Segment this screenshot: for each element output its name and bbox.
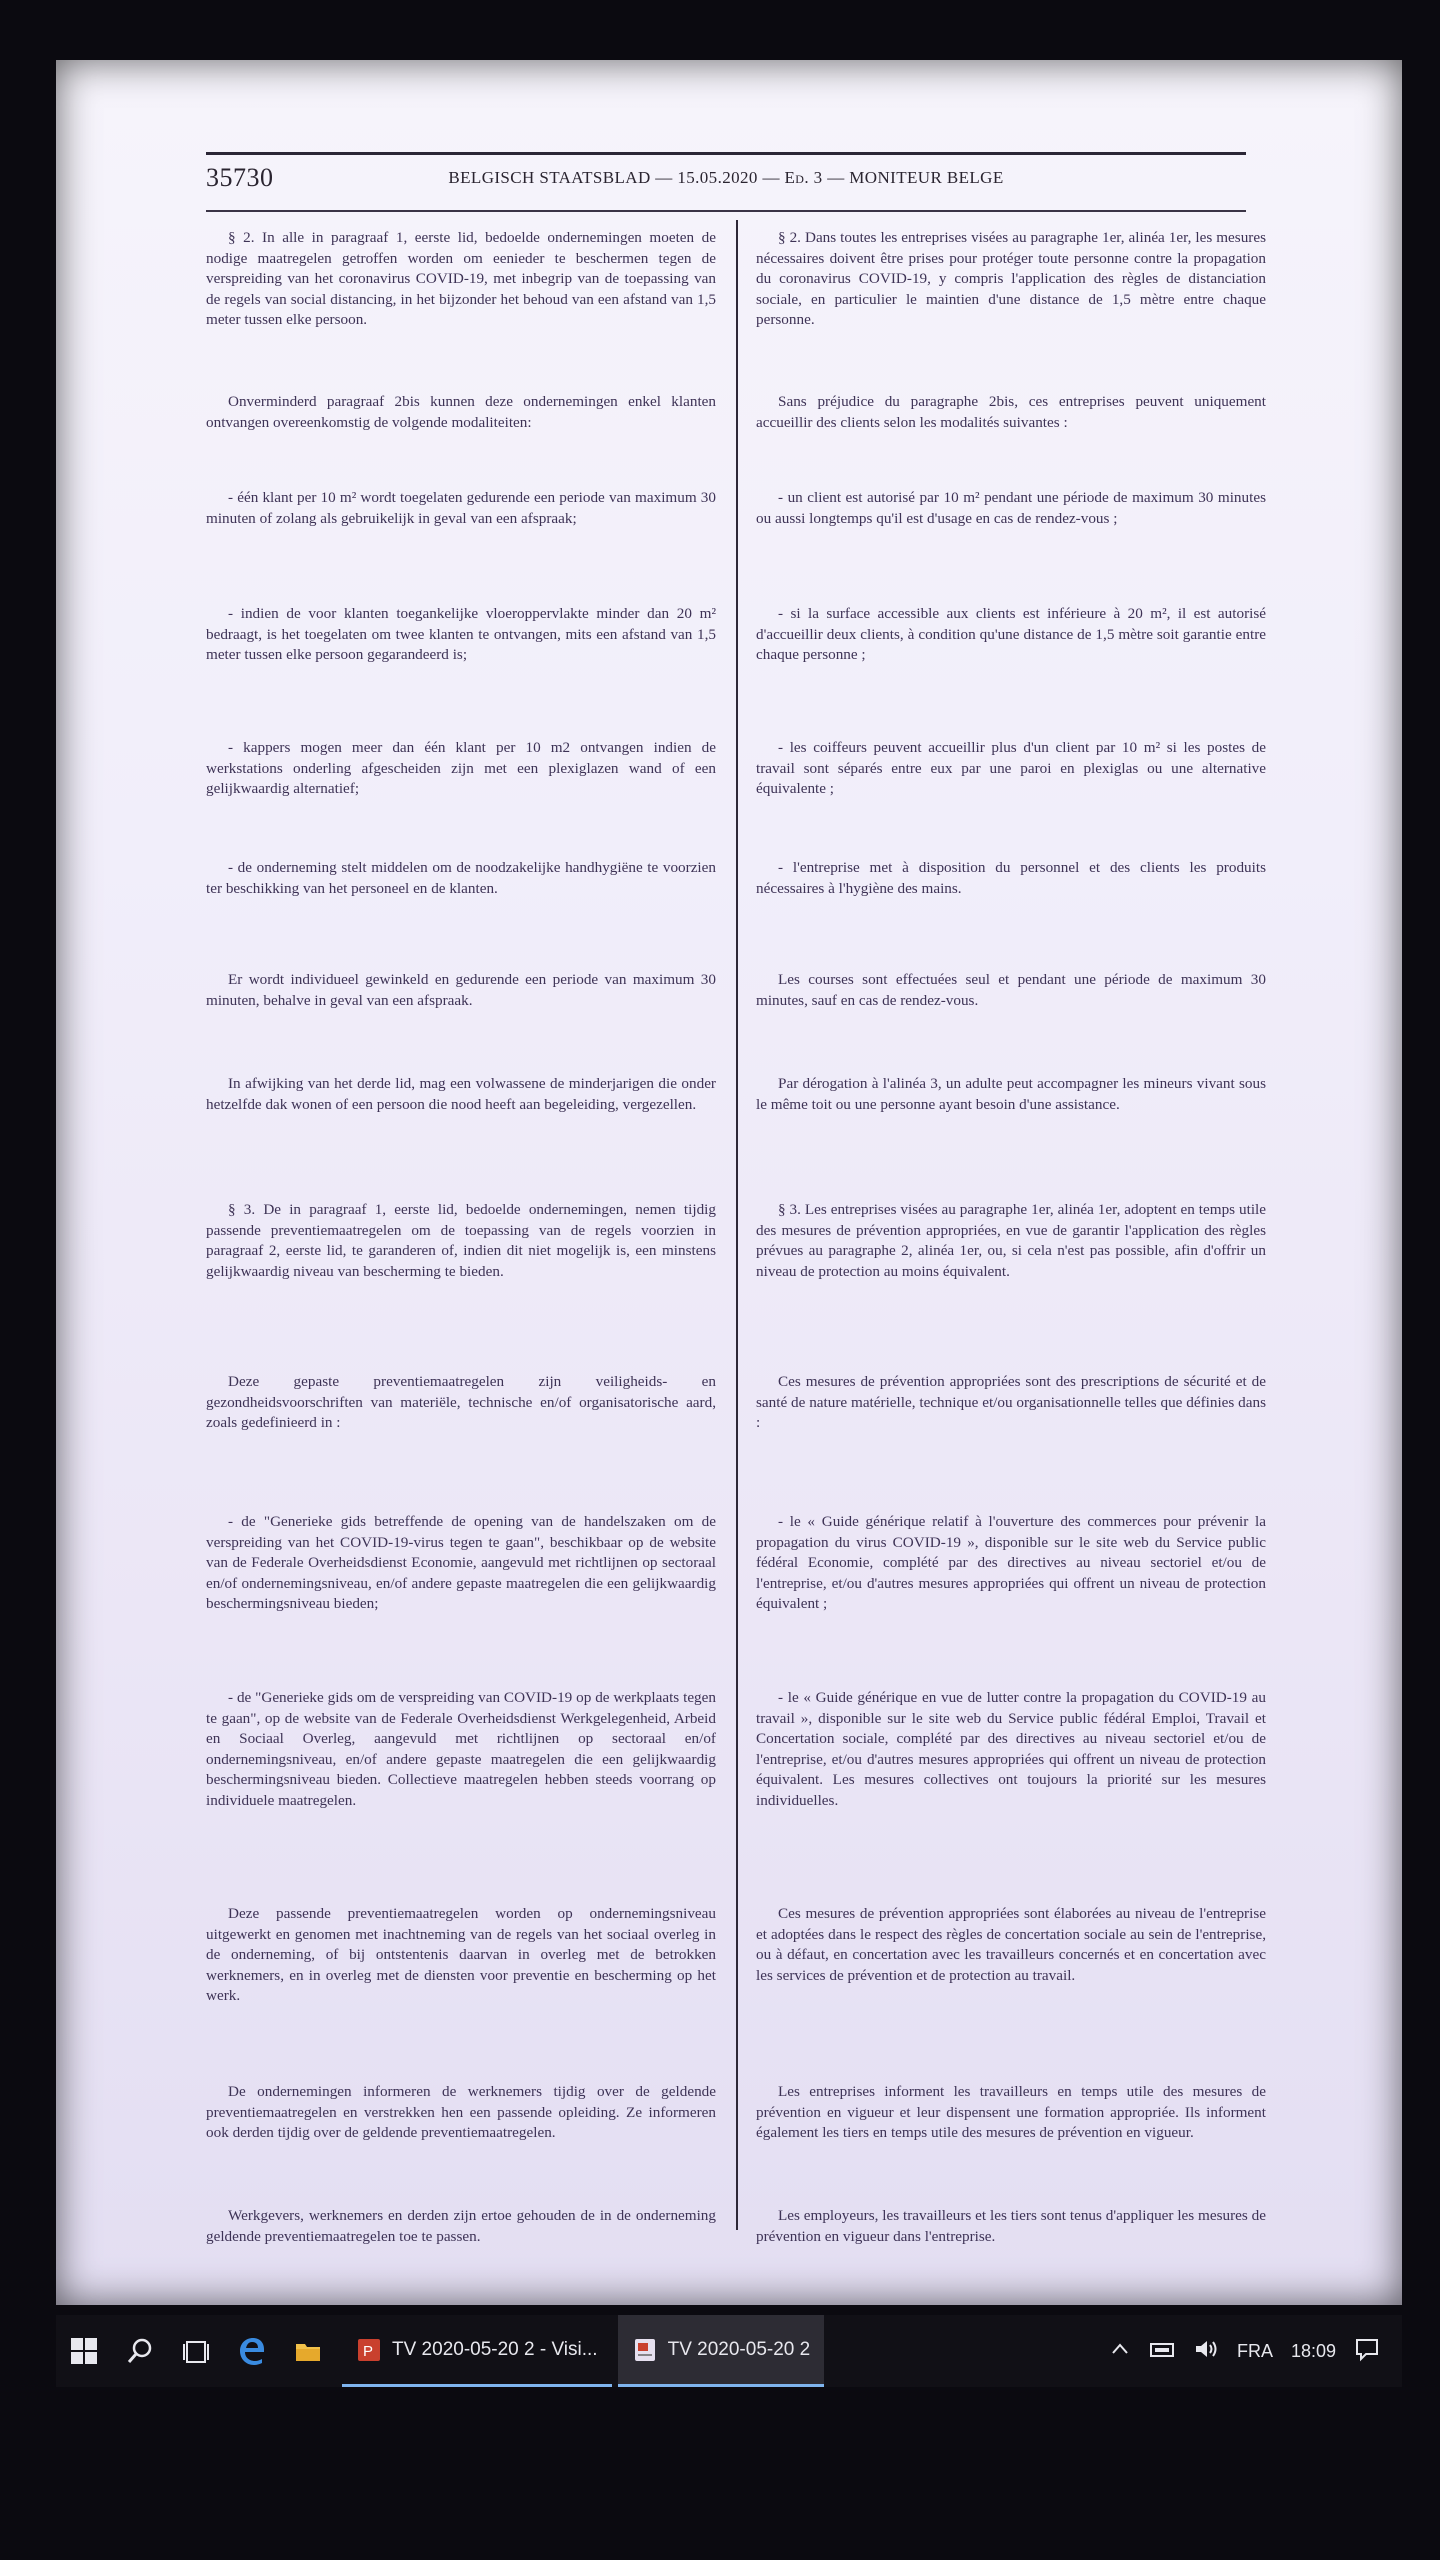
paragraph-fr: Les employeurs, les travailleurs et les tiers sont tenus d'appliquer les mesures de prévention en vigueur dans l'entreprise. [756, 2207, 1266, 2245]
language-indicator[interactable]: FRA [1236, 2340, 1273, 2361]
top-rule [206, 152, 1246, 155]
gazette-page [206, 152, 1266, 2245]
paragraph-fr: - un client est autorisé par 10 m² pendant une période de maximum 30 minutes ou aussi longtemps qu'il est d'usage en cas de rendez-vous ; [756, 489, 1266, 527]
header-rule [206, 210, 1246, 212]
taskbar-task-document[interactable] [618, 2315, 825, 2387]
paragraph-fr: Les entreprises informent les travailleurs en temps utile des mesures de prévention en vigueur et leur dispensent une formation appropriée. Ils informent également les tiers en temps utile des mesures de prévention en vigueur. [756, 2083, 1266, 2141]
paragraph-nl: - de "Generieke gids betreffende de opening van de handelszaken om de verspreiding van het COVID-19-virus tegen te gaan", beschikbaar op de website van de Federale Overheidsdienst Economie, aangevuld met richtlijnen op sectoraal en/of ondernemingsniveau, en/of andere gepaste maatregelen die een gelijkwaardig beschermingsniveau bieden; [206, 1513, 716, 1612]
paragraph-fr: § 3. Les entreprises visées au paragraphe 1er, alinéa 1er, adoptent en temps utile des mesures de prévention appropriées, en vue de garantir l'application des règles prévues au paragraphe 2, alinéa 1er, ou, si cela n'est pas possible, afin d'offrir un niveau de protection au moins équivalent. [756, 1201, 1266, 1280]
paragraph-fr: Les courses sont effectuées seul et pendant une période de maximum 30 minutes, sauf en cas de rendez-vous. [756, 971, 1266, 1009]
paragraph-nl: - kappers mogen meer dan één klant per 10 m2 ontvangen indien de werkstations onderling afgescheiden zijn met een plexiglazen wand of een gelijkwaardig alternatief; [206, 739, 716, 797]
paragraph-nl: De ondernemingen informeren de werknemers tijdig over de geldende preventiemaatregelen en verstrekken hen een passende opleiding. Ze informeren ook derden tijdig over de geldende preventiemaatregelen. [206, 2083, 716, 2141]
chevron-up-icon[interactable] [1109, 2338, 1131, 2365]
task-label: TV 2020-05-20 2 [667, 2338, 811, 2360]
task-label: TV 2020-05-20 2 - Visi... [392, 2338, 598, 2360]
monitor-screen [56, 60, 1402, 2305]
paragraph-nl: § 2. In alle in paragraaf 1, eerste lid, bedoelde ondernemingen moeten de nodige maatregelen getroffen worden om eenieder te beschermen tegen de verspreiding van het coronavirus COVID-19, met inbegrip van de toepassing van de regels van social distancing, in het bijzonder het behoud van een afstand van 1,5 meter tussen elke persoon. [206, 229, 716, 328]
paragraph-fr: Par dérogation à l'alinéa 3, un adulte peut accompagner les mineurs vivant sous le même toit ou une personne ayant besoin d'une assistance. [756, 1075, 1266, 1113]
paragraph-nl: Werkgevers, werknemers en derden zijn ertoe gehouden de in de onderneming geldende preventiemaatregelen toe te passen. [206, 2207, 716, 2245]
paragraph-nl: - de onderneming stelt middelen om de noodzakelijke handhygiëne te voorzien ter beschikking van het personeel en de klanten. [206, 859, 716, 897]
windows-taskbar [56, 2315, 1402, 2387]
paragraph-nl: Deze gepaste preventiemaatregelen zijn veiligheids- en gezondheidsvoorschriften van materiële, technische en/of organisatorische aard, zoals gedefinieerd in : [206, 1373, 716, 1431]
paragraph-nl: - indien de voor klanten toegankelijke vloeroppervlakte minder dan 20 m² bedraagt, is het toegelaten om twee klanten te ontvangen, mits een afstand van 1,5 meter tussen elke persoon gegarandeerd is; [206, 605, 716, 663]
volume-icon[interactable] [1193, 2338, 1219, 2365]
clock[interactable]: 18:09 [1290, 2340, 1336, 2361]
paragraph-nl: - de "Generieke gids om de verspreiding van COVID-19 op de werkplaats tegen te gaan", op de website van de Federale Overheidsdienst Werkgelegenheid, Arbeid en Sociaal Overleg, aangevuld met richtlijnen op sectoraal en/of ondernemingsniveau, en/of andere gepaste maatregelen die een gelijkwaardig beschermingsniveau bieden. Collectieve maatregelen hebben steeds voorrang op individuele maatregelen. [206, 1689, 716, 1809]
paragraph-fr: - l'entreprise met à disposition du personnel et des clients les produits nécessaires à l'hygiène des mains. [756, 859, 1266, 897]
paragraph-fr: - le « Guide générique en vue de lutter contre la propagation du COVID-19 au travail », disponible sur le site web du Service public fédéral Emploi, Travail et Concertation sociale, complété par des directives au niveau sectoriel et/ou de l'entreprise, et/ou d'autres mesures appropriées qui offrent un niveau de protection équivalent. Les mesures collectives ont toujours la priorité sur les mesures individuelles. [756, 1689, 1266, 1809]
dutch-column [206, 222, 716, 2245]
search-icon[interactable] [112, 2315, 168, 2387]
edge-browser-icon[interactable] [224, 2315, 280, 2387]
paragraph-fr: Sans préjudice du paragraphe 2bis, ces entreprises peuvent uniquement accueillir des clients selon les modalités suivantes : [756, 393, 1266, 431]
page-header [206, 158, 1246, 198]
paragraph-nl: Onverminderd paragraaf 2bis kunnen deze ondernemingen enkel klanten ontvangen overeenkomstig de volgende modaliteiten: [206, 393, 716, 431]
paragraph-fr: - si la surface accessible aux clients est inférieure à 20 m², il est autorisé d'accueillir deux clients, à condition qu'une distance de 1,5 mètre soit garantie entre chaque personne ; [756, 605, 1266, 663]
paragraph-nl: In afwijking van het derde lid, mag een volwassene de minderjarigen die onder hetzelfde dak wonen of een persoon die nood heeft aan begeleiding, vergezellen. [206, 1075, 716, 1113]
running-head: BELGISCH STAATSBLAD — 15.05.2020 — Ed. 3 — MONITEUR BELGE [448, 168, 1004, 187]
paragraph-fr: Ces mesures de prévention appropriées sont élaborées au niveau de l'entreprise et adoptées dans le respect des règles de concertation sociale au sein de l'entreprise, ou à défaut, en concertation avec les travailleurs concernés et en concertation avec les services de prévention et de protection au travail. [756, 1905, 1266, 1984]
paragraph-fr: § 2. Dans toutes les entreprises visées au paragraphe 1er, alinéa 1er, les mesures nécessaires doivent être prises pour protéger toute personne contre la propagation du coronavirus COVID-19, y compris l'application des règles de distanciation sociale, en particulier le maintien d'une distance de 1,5 mètre entre chaque personne. [756, 229, 1266, 328]
paragraph-fr: - le « Guide générique relatif à l'ouverture des commerces pour prévenir la propagation du virus COVID-19 », disponible sur le site web du Service public fédéral Economie, complété par des directives au niveau sectoriel et/ou de l'entreprise, et/ou d'autres mesures appropriées qui offrent un niveau de protection équivalent ; [756, 1513, 1266, 1612]
system-tray [1109, 2336, 1402, 2367]
svg-text:P: P [363, 2342, 374, 2360]
file-explorer-icon[interactable] [280, 2315, 336, 2387]
french-column [756, 222, 1266, 2245]
paragraph-nl: Er wordt individueel gewinkeld en gedurende een periode van maximum 30 minuten, behalve in geval van een afspraak. [206, 971, 716, 1009]
page-number: 35730 [206, 163, 274, 192]
paragraph-fr: Ces mesures de prévention appropriées sont des prescriptions de sécurité et de santé de nature matérielle, technique et/ou organisationnelle telles que définies dans : [756, 1373, 1266, 1431]
taskbar-task-pdf-viewer[interactable] [342, 2315, 612, 2387]
paragraph-nl: - één klant per 10 m² wordt toegelaten gedurende een periode van maximum 30 minuten of zolang als gebruikelijk in geval van een afspraak; [206, 489, 716, 527]
paragraph-nl: Deze passende preventiemaatregelen worden op ondernemingsniveau uitgewerkt en genomen met inachtneming van de regels van het sociaal overleg in de onderneming, of bij ontstentenis daarvan in overleg met de betrokken werknemers, en in overleg met de diensten voor preventie en bescherming op het werk. [206, 1905, 716, 2004]
column-separator [736, 220, 738, 2230]
windows-start-icon[interactable] [56, 2315, 112, 2387]
notification-icon[interactable] [1354, 2336, 1380, 2367]
paragraph-fr: - les coiffeurs peuvent accueillir plus d'un client par 10 m² si les postes de travail sont séparés entre eux par une paroi en plexiglas ou une alternative équivalente ; [756, 739, 1266, 797]
task-view-icon[interactable] [168, 2315, 224, 2387]
paragraph-nl: § 3. De in paragraaf 1, eerste lid, bedoelde ondernemingen, nemen tijdig passende preventiemaatregelen om de toepassing van de regels voorzien in paragraaf 2, eerste lid, te garanderen of, indien dit niet mogelijk is, een minstens gelijkwaardig niveau van bescherming te bieden. [206, 1201, 716, 1280]
document-app-icon [632, 2337, 658, 2363]
network-icon[interactable] [1149, 2338, 1175, 2365]
pdf-viewer-icon [356, 2337, 382, 2363]
